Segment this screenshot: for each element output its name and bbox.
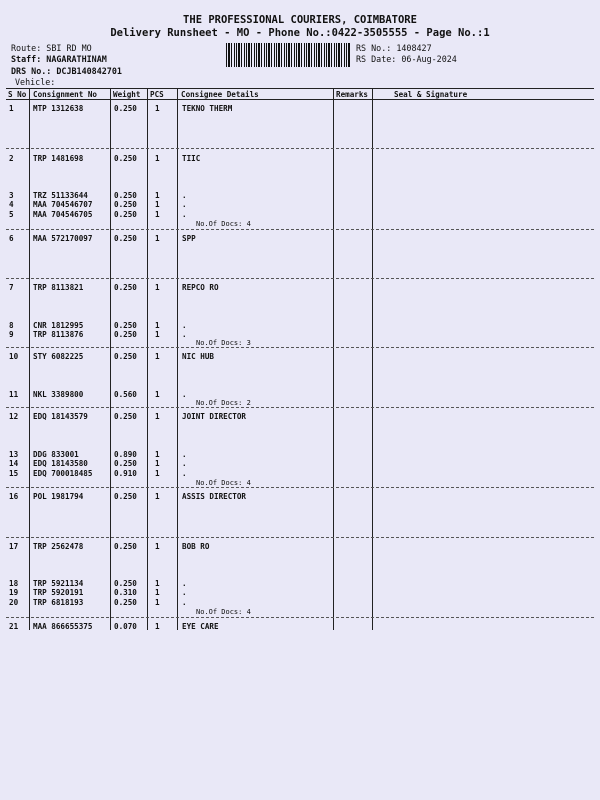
cell-details: . <box>182 210 187 219</box>
cell-pcs: 1 <box>155 450 160 459</box>
rs-number: RS No.: 1408427 <box>356 43 432 53</box>
cell-cons: CNR 1812995 <box>33 321 84 330</box>
col-divider <box>372 88 373 630</box>
cell-pcs: 1 <box>155 622 160 631</box>
cell-details: . <box>182 588 187 597</box>
cell-cons: MTP 1312638 <box>33 104 84 113</box>
cell-details: EYE CARE <box>182 622 219 631</box>
cell-sno: 16 <box>9 492 19 501</box>
table-header-rule <box>6 99 594 100</box>
drs-number: DRS No.: DCJB140842701 <box>11 66 122 76</box>
cell-wt: 0.250 <box>114 598 137 607</box>
cell-pcs: 1 <box>155 588 160 597</box>
row-separator <box>6 537 594 538</box>
cell-wt: 0.250 <box>114 104 137 113</box>
cell-sno: 10 <box>9 352 19 361</box>
cell-sno: 6 <box>9 234 14 243</box>
cell-cons: MAA 572170097 <box>33 234 93 243</box>
cell-sno: 15 <box>9 469 19 478</box>
cell-sno: 2 <box>9 154 14 163</box>
cell-wt: 0.250 <box>114 154 137 163</box>
cell-wt: 0.250 <box>114 542 137 551</box>
table-top-rule <box>6 88 594 89</box>
cell-wt: 0.250 <box>114 234 137 243</box>
cell-sno: 21 <box>9 622 19 631</box>
cell-sno: 3 <box>9 191 14 200</box>
cell-wt: 0.310 <box>114 588 137 597</box>
cell-wt: 0.250 <box>114 191 137 200</box>
cell-pcs: 1 <box>155 492 160 501</box>
cell-wt: 0.250 <box>114 330 137 339</box>
cell-sno: 1 <box>9 104 14 113</box>
cell-sno: 4 <box>9 200 14 209</box>
cell-sno: 19 <box>9 588 19 597</box>
group-separator <box>6 229 594 230</box>
col-divider <box>110 88 111 630</box>
cell-cons: MAA 704546705 <box>33 210 93 219</box>
cell-sno: 5 <box>9 210 14 219</box>
col-divider <box>29 88 30 630</box>
cell-cons: TRP 1481698 <box>33 154 84 163</box>
cell-wt: 0.070 <box>114 622 137 631</box>
cell-pcs: 1 <box>155 154 160 163</box>
cell-cons: TRP 8113821 <box>33 283 84 292</box>
cell-details: . <box>182 459 187 468</box>
col-header-consignment: Consignment No <box>33 90 98 99</box>
barcode <box>226 43 350 67</box>
col-header-consignee: Consignee Details <box>181 90 259 99</box>
cell-pcs: 1 <box>155 352 160 361</box>
cell-wt: 0.250 <box>114 321 137 330</box>
row-separator <box>6 278 594 279</box>
group-separator <box>6 487 594 488</box>
rs-date: RS Date: 06-Aug-2024 <box>356 54 457 64</box>
cell-cons: TRP 8113876 <box>33 330 84 339</box>
cell-wt: 0.250 <box>114 412 137 421</box>
cell-details: . <box>182 598 187 607</box>
cell-pcs: 1 <box>155 598 160 607</box>
cell-cons: STY 6082225 <box>33 352 84 361</box>
cell-details: SPP <box>182 234 196 243</box>
cell-sno: 9 <box>9 330 14 339</box>
cell-wt: 0.250 <box>114 459 137 468</box>
cell-wt: 0.250 <box>114 352 137 361</box>
col-header-seal: Seal & Signature <box>394 90 468 99</box>
cell-cons: TRP 5920191 <box>33 588 84 597</box>
cell-pcs: 1 <box>155 390 160 399</box>
cell-wt: 0.250 <box>114 492 137 501</box>
cell-details: . <box>182 330 187 339</box>
cell-pcs: 1 <box>155 104 160 113</box>
group-separator <box>6 617 594 618</box>
vehicle-label: Vehicle: <box>15 77 56 87</box>
cell-pcs: 1 <box>155 283 160 292</box>
cell-cons: EDQ 700018485 <box>33 469 93 478</box>
cell-details: . <box>182 191 187 200</box>
cell-details: . <box>182 390 187 399</box>
cell-sno: 18 <box>9 579 19 588</box>
cell-details: NIC HUB <box>182 352 215 361</box>
docs-count: No.Of Docs: 2 <box>196 399 251 407</box>
cell-wt: 0.560 <box>114 390 137 399</box>
cell-details: BOB RO <box>182 542 210 551</box>
cell-pcs: 1 <box>155 459 160 468</box>
cell-cons: POL 1981794 <box>33 492 84 501</box>
cell-details: TEKNO THERM <box>182 104 233 113</box>
cell-details: . <box>182 321 187 330</box>
cell-pcs: 1 <box>155 234 160 243</box>
cell-details: . <box>182 579 187 588</box>
cell-cons: TRP 2562478 <box>33 542 84 551</box>
cell-details: JOINT DIRECTOR <box>182 412 247 421</box>
cell-sno: 12 <box>9 412 19 421</box>
cell-wt: 0.250 <box>114 200 137 209</box>
row-separator <box>6 148 594 149</box>
cell-cons: TRP 5921134 <box>33 579 84 588</box>
cell-cons: MAA 704546707 <box>33 200 93 209</box>
runsheet-subtitle: Delivery Runsheet - MO - Phone No.:0422-3505555 - Page No.:1 <box>110 27 490 39</box>
group-separator <box>6 407 594 408</box>
staff-label: Staff: NAGARATHINAM <box>11 54 107 64</box>
cell-cons: NKL 3389800 <box>33 390 84 399</box>
cell-cons: TRP 6818193 <box>33 598 84 607</box>
cell-sno: 20 <box>9 598 19 607</box>
cell-cons: MAA 866655375 <box>33 622 93 631</box>
cell-details: ASSIS DIRECTOR <box>182 492 247 501</box>
cell-pcs: 1 <box>155 210 160 219</box>
docs-count: No.Of Docs: 4 <box>196 220 251 228</box>
cell-pcs: 1 <box>155 321 160 330</box>
cell-sno: 14 <box>9 459 19 468</box>
route-label: Route: SBI RD MO <box>11 43 92 53</box>
cell-wt: 0.250 <box>114 283 137 292</box>
col-header-remarks: Remarks <box>336 90 369 99</box>
cell-wt: 0.910 <box>114 469 137 478</box>
col-divider <box>147 88 148 630</box>
cell-pcs: 1 <box>155 191 160 200</box>
cell-details: . <box>182 450 187 459</box>
col-divider <box>333 88 334 630</box>
col-header-sno: S No <box>8 90 27 99</box>
cell-sno: 7 <box>9 283 14 292</box>
cell-cons: DDG 833001 <box>33 450 79 459</box>
cell-cons: EDQ 18143580 <box>33 459 88 468</box>
docs-count: No.Of Docs: 4 <box>196 608 251 616</box>
cell-pcs: 1 <box>155 542 160 551</box>
cell-wt: 0.250 <box>114 210 137 219</box>
docs-count: No.Of Docs: 4 <box>196 479 251 487</box>
cell-pcs: 1 <box>155 330 160 339</box>
cell-wt: 0.890 <box>114 450 137 459</box>
runsheet-title: THE PROFESSIONAL COURIERS, COIMBATORE <box>183 14 417 26</box>
cell-sno: 8 <box>9 321 14 330</box>
cell-cons: EDQ 18143579 <box>33 412 88 421</box>
cell-details: . <box>182 469 187 478</box>
cell-sno: 13 <box>9 450 19 459</box>
cell-pcs: 1 <box>155 412 160 421</box>
cell-sno: 17 <box>9 542 19 551</box>
col-header-weight: Weight <box>113 90 141 99</box>
cell-details: TIIC <box>182 154 201 163</box>
cell-pcs: 1 <box>155 469 160 478</box>
cell-pcs: 1 <box>155 579 160 588</box>
docs-count: No.Of Docs: 3 <box>196 339 251 347</box>
col-divider <box>177 88 178 630</box>
col-header-pcs: PCS <box>150 90 164 99</box>
cell-sno: 11 <box>9 390 19 399</box>
cell-cons: TRZ 51133644 <box>33 191 88 200</box>
cell-wt: 0.250 <box>114 579 137 588</box>
cell-details: . <box>182 200 187 209</box>
group-separator <box>6 347 594 348</box>
cell-pcs: 1 <box>155 200 160 209</box>
cell-details: REPCO RO <box>182 283 219 292</box>
